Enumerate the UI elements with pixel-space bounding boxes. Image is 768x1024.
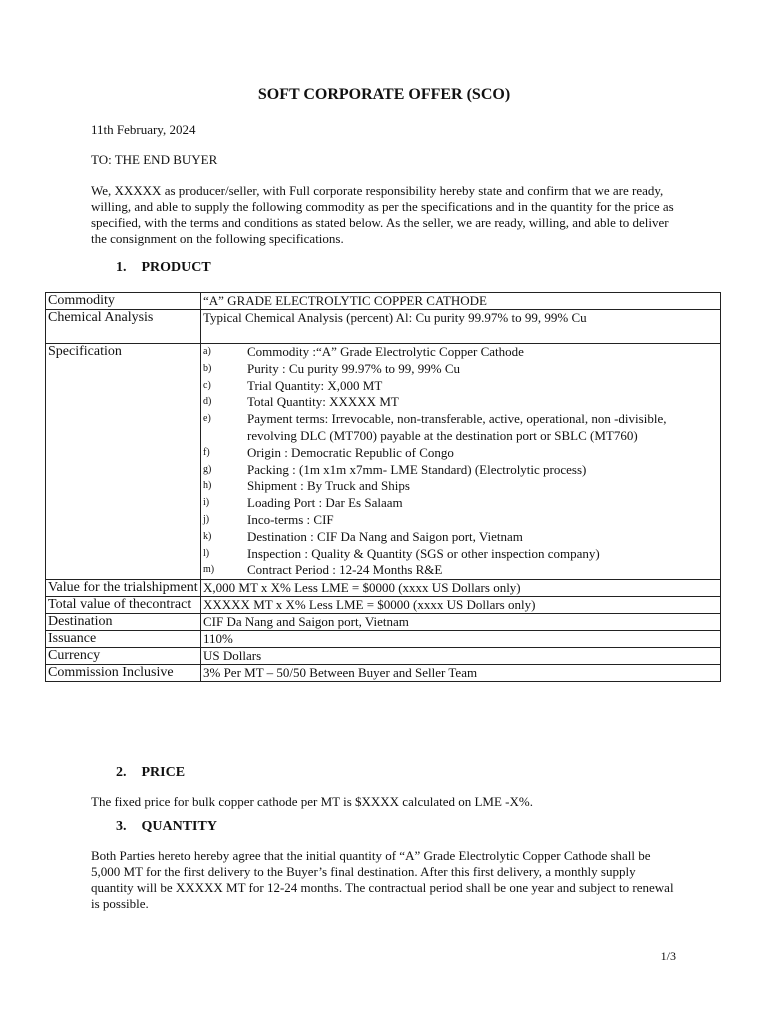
list-item <box>203 445 718 462</box>
row-label: Total value of thecontract <box>46 597 201 614</box>
section-heading-quantity <box>116 819 217 835</box>
list-item <box>203 344 718 361</box>
table-row <box>46 631 721 648</box>
list-item <box>203 529 718 546</box>
product-table <box>45 292 721 682</box>
list-text: Origin : Democratic Republic of Congo <box>247 444 454 460</box>
list-marker: i) <box>203 497 210 509</box>
list-item <box>203 361 718 378</box>
list-item <box>203 495 718 512</box>
spec-list <box>203 344 718 579</box>
table-row <box>46 344 721 580</box>
list-marker: d) <box>203 396 212 408</box>
list-text: Inspection : Quality & Quantity (SGS or other inspection company) <box>247 545 600 561</box>
page-number: 1/3 <box>660 949 676 963</box>
row-value: “A” GRADE ELECTROLYTIC COPPER CATHODE <box>201 293 721 310</box>
section-number: 2. <box>116 765 127 780</box>
table-row <box>46 310 721 344</box>
table-row <box>46 665 721 682</box>
list-marker: k) <box>203 530 212 542</box>
row-label: Commodity <box>46 293 201 310</box>
list-marker: b) <box>203 362 212 374</box>
list-item <box>203 411 718 445</box>
offer-date: 11th February, 2024 <box>91 122 196 137</box>
list-item <box>203 462 718 479</box>
table-row <box>46 293 721 310</box>
list-text: Destination : CIF Da Nang and Saigon port, Vietnam <box>247 528 523 544</box>
list-marker: f) <box>203 446 210 458</box>
list-item <box>203 512 718 529</box>
row-label: Specification <box>46 344 201 580</box>
list-marker: g) <box>203 463 212 475</box>
list-text: Purity : Cu purity 99.97% to 99, 99% Cu <box>247 360 461 376</box>
list-marker: a) <box>203 346 211 357</box>
list-text: Trial Quantity: X,000 MT <box>247 377 383 393</box>
section-heading-product <box>116 260 211 276</box>
row-label: Currency <box>46 648 201 665</box>
section-title: PRICE <box>141 765 186 780</box>
quantity-paragraph: Both Parties hereto hereby agree that the initial quantity of “A” Grade Electrolytic Copper Cathode shall be 5,000 MT for the first delivery to the Buyer’s final destination. After this first delivery, a monthly supply quantity will be XXXXX MT for 12-24 months. The contractual period shall be one year and subject to renewal is possible. <box>91 848 674 911</box>
list-item <box>203 546 718 563</box>
section-number: 3. <box>116 819 127 834</box>
table-row <box>46 597 721 614</box>
list-marker: m) <box>203 564 215 576</box>
document-title: SOFT CORPORATE OFFER (SCO) <box>257 86 511 103</box>
section-heading-price <box>116 765 185 781</box>
section-number: 1. <box>116 260 127 275</box>
row-label: Value for the trialshipment <box>46 580 201 597</box>
table-row <box>46 580 721 597</box>
list-marker: j) <box>203 513 210 525</box>
list-marker: e) <box>203 413 211 425</box>
list-text: Contract Period : 12-24 Months R&E <box>247 562 443 578</box>
list-text: Shipment : By Truck and Ships <box>247 478 410 494</box>
row-value: XXXXX MT x X% Less LME = $0000 (xxxx US Dollars only) <box>201 597 721 614</box>
list-item <box>203 378 718 395</box>
list-item <box>203 562 718 579</box>
spec-cell <box>201 344 721 580</box>
list-text: Commodity :“A” Grade Electrolytic Copper Cathode <box>247 344 524 359</box>
list-text: Loading Port : Dar Es Salaam <box>247 495 403 511</box>
table-row <box>46 648 721 665</box>
row-label: Destination <box>46 614 201 631</box>
list-item <box>203 394 718 411</box>
row-value: CIF Da Nang and Saigon port, Vietnam <box>201 614 721 631</box>
list-text: Packing : (1m x1m x7mm- LME Standard) (Electrolytic process) <box>247 461 587 477</box>
list-text: Inco-terms : CIF <box>247 511 334 527</box>
list-marker: c) <box>203 379 211 391</box>
list-marker: h) <box>203 480 212 492</box>
intro-paragraph: We, XXXXX as producer/seller, with Full corporate responsibility hereby state and confirm that we are ready, willing, and able to supply the following commodity as per the specifications and in the quantity for the price as specified, with the terms and conditions as stated below. As the seller, we are ready, willing, and able to deliver the consignment on the following specifications. <box>91 183 674 246</box>
row-value: 110% <box>201 631 721 648</box>
list-text: Total Quantity: XXXXX MT <box>247 394 399 410</box>
row-label: Chemical Analysis <box>46 310 201 344</box>
row-value: US Dollars <box>201 648 721 665</box>
row-value: Typical Chemical Analysis (percent) Al: Cu purity 99.97% to 99, 99% Cu <box>201 310 721 344</box>
section-title: PRODUCT <box>141 260 211 275</box>
table-row <box>46 614 721 631</box>
recipient-line: TO: THE END BUYER <box>91 152 218 167</box>
list-item <box>203 478 718 495</box>
list-marker: l) <box>203 547 210 559</box>
price-paragraph: The fixed price for bulk copper cathode per MT is $XXXX calculated on LME -X%. <box>91 794 533 809</box>
section-title: QUANTITY <box>141 819 217 834</box>
row-label: Commission Inclusive <box>46 665 201 682</box>
row-label: Issuance <box>46 631 201 648</box>
row-value: X,000 MT x X% Less LME = $0000 (xxxx US Dollars only) <box>201 580 721 597</box>
row-value: 3% Per MT – 50/50 Between Buyer and Seller Team <box>201 665 721 682</box>
list-text: Payment terms: Irrevocable, non-transferable, active, operational, non -divisible, revolving DLC (MT700) payable at the destination port or SBLC (MT760) <box>247 411 667 443</box>
